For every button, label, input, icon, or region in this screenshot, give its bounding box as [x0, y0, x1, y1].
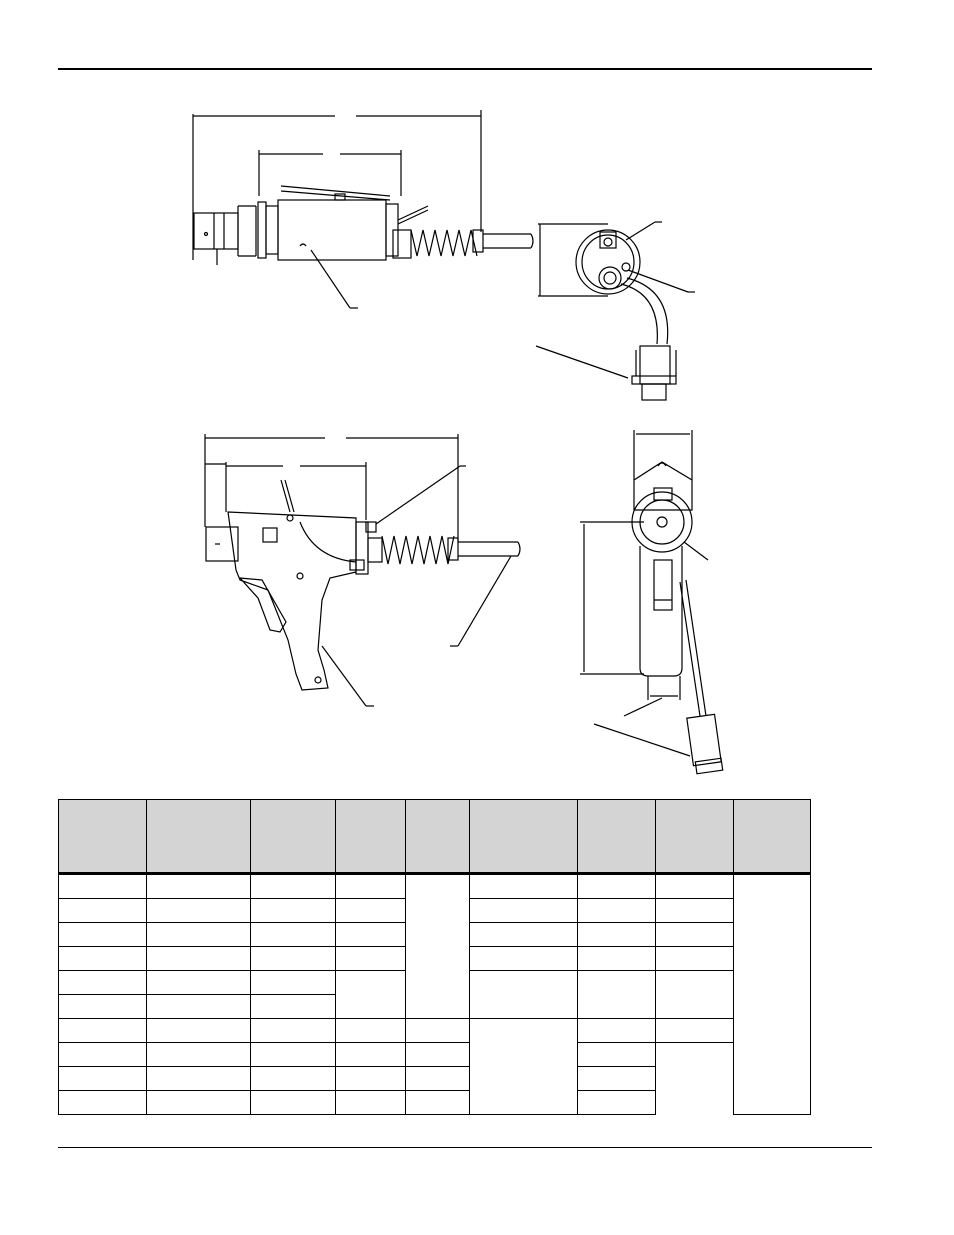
- table-cell: [336, 1091, 406, 1115]
- table-cell: [147, 899, 251, 923]
- table-row: [59, 1091, 811, 1115]
- table-header-cell: [147, 800, 251, 874]
- table-cell: [470, 1019, 578, 1115]
- table-cell: [406, 874, 470, 1019]
- table-cell: [147, 923, 251, 947]
- specification-table: [58, 799, 811, 1115]
- table-cell: [147, 971, 251, 995]
- nozzle: [206, 527, 238, 561]
- table-cell: [578, 947, 656, 971]
- table-cell: [578, 899, 656, 923]
- table-cell: [59, 995, 147, 1019]
- table-cell: [59, 1019, 147, 1043]
- table-cell: [470, 899, 578, 923]
- table-cell: [59, 899, 147, 923]
- table-cell: [251, 874, 336, 899]
- table-cell: [147, 995, 251, 1019]
- table-cell: [470, 971, 578, 1019]
- table-header-cell: [470, 800, 578, 874]
- table-header-cell: [59, 800, 147, 874]
- trigger: [240, 578, 286, 632]
- table-cell: [336, 899, 406, 923]
- table-cell: [251, 1043, 336, 1067]
- module-rear-view: [536, 222, 695, 400]
- table-cell: [336, 874, 406, 899]
- table-cell: [251, 899, 336, 923]
- table-row: [59, 1019, 811, 1043]
- table-cell: [578, 1019, 656, 1043]
- module-side-view: [193, 110, 533, 308]
- table-cell: [59, 923, 147, 947]
- table-header-cell: [251, 800, 336, 874]
- table-cell: [59, 1091, 147, 1115]
- table-cell: [578, 1091, 656, 1115]
- table-cell: [147, 1091, 251, 1115]
- table-cell: [251, 995, 336, 1019]
- table-cell: [59, 947, 147, 971]
- table-cell: [656, 874, 734, 899]
- cable-connector: [640, 346, 670, 384]
- table-header-cell: [336, 800, 406, 874]
- table-cell: [251, 923, 336, 947]
- table-cell: [656, 923, 734, 947]
- dimension-line-body: [205, 462, 366, 520]
- nozzle: [194, 213, 238, 249]
- table-cell: [336, 971, 406, 1019]
- module-body: [278, 200, 386, 260]
- table-cell: [406, 1043, 470, 1067]
- dimension-line-overall: [205, 434, 458, 542]
- table-cell: [59, 971, 147, 995]
- table-cell: [147, 874, 251, 899]
- table-cell: [147, 1019, 251, 1043]
- table-cell: [251, 1019, 336, 1043]
- table-cell: [734, 874, 811, 1115]
- table-cell: [578, 971, 656, 1019]
- table-cell: [251, 1091, 336, 1115]
- table-cell: [406, 1091, 470, 1115]
- table-header-cell: [656, 800, 734, 874]
- table-cell: [336, 1019, 406, 1043]
- footer-rule: [58, 1147, 872, 1148]
- table-cell: [336, 947, 406, 971]
- table-cell: [336, 1043, 406, 1067]
- gun-body: [228, 512, 356, 690]
- table-cell: [656, 899, 734, 923]
- table-cell: [578, 1043, 656, 1067]
- handgun-side-view: [205, 434, 520, 706]
- table-cell: [578, 1067, 656, 1091]
- strain-relief-spring: [382, 536, 454, 564]
- table-cell: [59, 1043, 147, 1067]
- table-cell: [406, 1067, 470, 1091]
- table-cell: [147, 1067, 251, 1091]
- table-cell: [470, 947, 578, 971]
- table-cell: [656, 971, 734, 1019]
- table-cell: [656, 1019, 734, 1043]
- table-cell: [147, 947, 251, 971]
- table-row: [59, 874, 811, 899]
- table-cell: [578, 923, 656, 947]
- table-cell: [336, 1067, 406, 1091]
- handgun-rear-view: [580, 430, 723, 774]
- table-header-cell: [578, 800, 656, 874]
- table-cell: [59, 1067, 147, 1091]
- dimension-line-body: [259, 150, 401, 196]
- grip: [640, 546, 682, 676]
- table-cell: [147, 1043, 251, 1067]
- table-cell: [59, 874, 147, 899]
- table-header-row: [59, 800, 811, 874]
- table-cell: [470, 874, 578, 899]
- dimension-line-overall: [193, 110, 481, 260]
- table-header-cell: [734, 800, 811, 874]
- table-cell: [251, 1067, 336, 1091]
- cable-connector: [687, 714, 721, 765]
- table-cell: [336, 923, 406, 947]
- table-cell: [470, 923, 578, 947]
- table-cell: [578, 874, 656, 899]
- table-cell: [656, 947, 734, 971]
- table-row: [59, 1067, 811, 1091]
- table-cell: [251, 971, 336, 995]
- strain-relief-spring: [411, 230, 477, 256]
- table-cell: [406, 1019, 470, 1043]
- table-cell: [251, 947, 336, 971]
- table-header-cell: [406, 800, 470, 874]
- table-row: [59, 1043, 811, 1067]
- callout-leader: [311, 250, 350, 308]
